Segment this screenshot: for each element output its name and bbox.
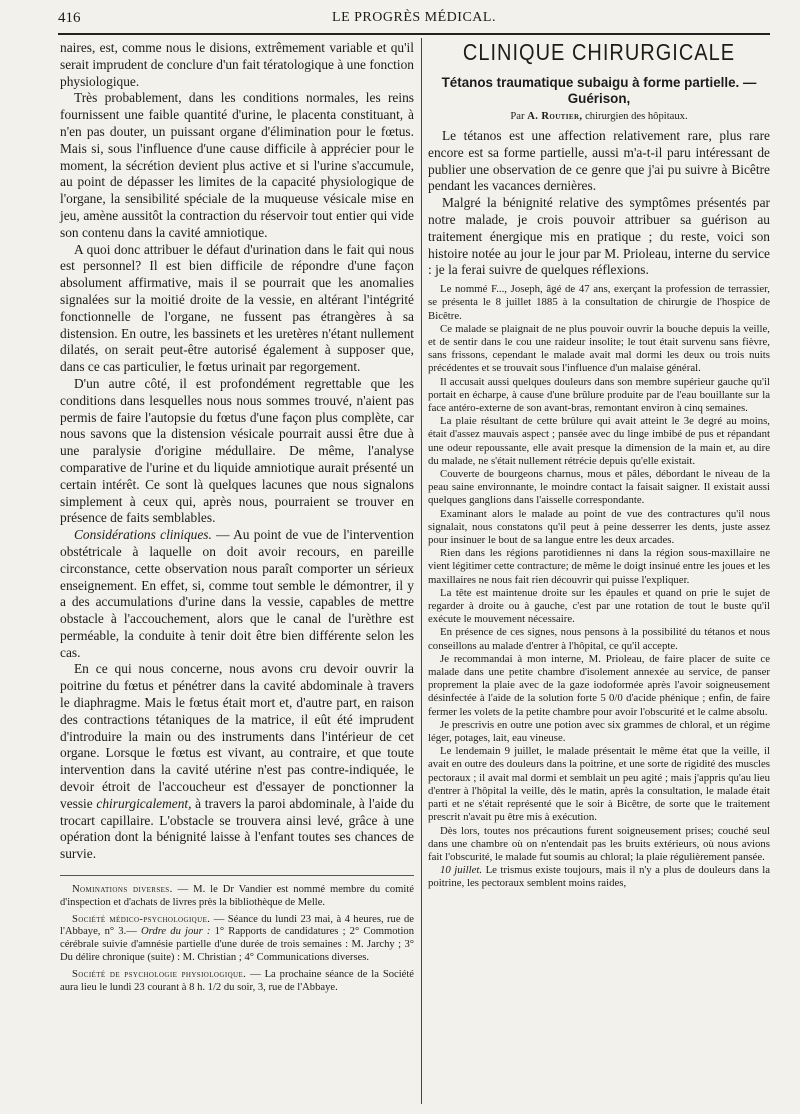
paragraph: A quoi donc attribuer le défaut d'urination dans le fait qui nous est personnel? Il est bien difficile de répondre d'une façon absolument affirmative, mais il se pourrait que les anomalies signalées sur la moitié droite de la vessie, en altérant l'intégrité fonctionnelle de l'organe, ne fussent pas étrangères à sa distension. En outre, les bassinets et les uretères n'étant nullement dilatés, on serait peut-être autorisé également à supposer que, dans ce cas particulier, le fœtus urinait par regorgement. (60, 241, 414, 375)
byline-prefix: Par (510, 111, 525, 122)
note-heading: Société de psychologie physiologique. (72, 968, 247, 980)
case-paragraph: Je recommandai à mon interne, M. Prioleau, de faire placer de suite ce malade dans une petite chambre d'isolement annexée au service, de panser proprement la plaie avec de la gaze iodoformée après l'avoir soigneusement désinfectée à l'aide de la solution forte 5 0/0 d'acide phénique ; enfin, de faire fermer les volets de la petite chambre pour avoir l'obscurité et le calme absolu. (428, 652, 770, 718)
paragraph: Très probablement, dans les conditions normales, les reins fournissent une faible quantité d'urine, le placenta constituant, à n'en pas douter, un puissant organe d'élimination pour le fœtus. Mais si, sous l'influence d'une cause difficile à apprécier pour le moment, la sécrétion devient plus active et si l'urine s'accumule, au point de dépasser les limites de la capacité physiologique de l'organe, la sensibilité spéciale de la muqueuse vésicale mise en jeu, amène aussitôt la contraction du réservoir tout entier qui vide son contenu dans la cavité amniotique. (60, 90, 414, 240)
section-title: CLINIQUE CHIRURGICALE (462, 40, 736, 66)
intro-body (428, 128, 770, 279)
left-column (60, 40, 414, 998)
paragraph: D'un autre côté, il est profondément regrettable que les conditions dans lesquelles nous nous sommes trouvé, n'aient pas permis de faire l'autopsie du fœtus d'une façon plus complète, car nous savons que la distension vésicale pourrait aussi être due à une paralysie d'origine médullaire. De même, l'analyse comparative de l'urine et du liquide amniotique aurait présenté un certain intérêt. Ce sont là quelques lacunes que nous signalons simplement à ceux qui, après nous, pourraient se trouver en présence de faits semblables. (60, 375, 414, 526)
byline (428, 111, 770, 122)
case-paragraph: Je prescrivis en outre une potion avec six grammes de chloral, et un régime léger, potages, lait, eau vineuse. (428, 718, 770, 745)
emphasis: chirurgicalement, (96, 795, 192, 811)
note-heading: Nominations diverses. (72, 884, 173, 896)
case-paragraph: Le nommé F..., Joseph, âgé de 47 ans, exerçant la profession de terrassier, se présenta le 8 juillet 1885 à la consultation de chirurgie de l'hospice de Bicêtre. (428, 283, 770, 322)
case-paragraph: La plaie résultant de cette brûlure qui avait atteint le 3e degré au moins, était d'assez mauvais aspect ; pansée avec du linge imbibé de pus et répandant une odeur repoussante, elle avait presque la dimension de la main et, au dire du malade, ne s'était nullement rétrécie depuis qu'elle existait. (428, 415, 770, 467)
case-text: Le trismus existe toujours, mais il n'y a plus de douleurs dans la poitrine, les pectoraux semblent moins raides, (428, 864, 771, 890)
case-paragraph: Il accusait aussi quelques douleurs dans son membre supérieur gauche qu'il portait en écharpe, à cause d'une brûlure produite par de l'eau bouillante sur la face antéro-externe de son avant-bras, remontant environ à cinq semaines. (428, 375, 770, 414)
paragraph: naires, est, comme nous le disions, extrêmement variable et qu'il serait imprudent de conclure d'un fait tératologique à une fonction physiologique. (60, 40, 414, 89)
paragraph: Malgré la bénignité relative des symptômes présentés par notre malade, je crois pouvoir attribuer sa guérison au traitement énergique mis en pratique ; du reste, voici son histoire notée au jour le jour par M. Prioleau, interne du service : je la ferai suivre de quelques réflexions. (428, 195, 770, 278)
case-paragraph: Le lendemain 9 juillet, le malade présentait le même état que la veille, il avait en outre des douleurs dans la poitrine, et une sorte de rigidité des muscles pectoraux ; il avait mal dormi et semblait un peu agité ; mais j'appris qu'au lieu d'entrer à l'hôpital la veille, dès le matin, après la consultation, le malade était parti et ne s'était représenté que le soir à Bicêtre, de sorte que le traitement prescrit n'avait pu être mis à exécution. (428, 745, 770, 824)
considerations-text: — Au point de vue de l'intervention obstétricale à laquelle on doit avoir recours, en pareille circonstance, cette observation nous paraît comporter un sérieux enseignement. En effet, si, comme tout semble le démontrer, il y a des accumulations d'urine dans la vessie, capables de mettre obstacle à l'accouchement, alors que le canal de l'urèthre est perméable, la conduite à tenir doit être bien différente selon les cas. (60, 527, 414, 660)
paragraph-text: à travers la paroi abdominale, à l'aide du trocart capillaire. L'obstacle se trouvera ainsi levé, grâce à une opération dont la bénignité laisse à l'enfant toutes ses chances de survie. (60, 795, 414, 862)
running-title: LE PROGRÈS MÉDICAL. (332, 10, 496, 25)
note-text: — M. le Dr Vandier est nommé membre du comité d'inspection et d'achats de livres près la bibliothèque de Melle. (60, 884, 415, 908)
case-paragraph: Examinant alors le malade au point de vue des contractures qu'il nous signalait, nous constatons qu'il peut à peine desserrer les dents, juste assez pour insinuer le bout de sa langue entre les deux arcades. (428, 507, 770, 547)
left-body (60, 40, 414, 863)
note-text: — La prochaine séance de la Société aura lieu le lundi 23 courant à 8 h. 1/2 du soir, 3, rue de l'Abbaye. (60, 968, 415, 993)
note (60, 914, 414, 965)
byline-author: A. Routier, (527, 111, 583, 122)
case-paragraph: Rien dans les régions parotidiennes ni dans la région sous-maxillaire ne vient légitimer cette contracture; de même le doigt insinué entre les joues et les maxillaires ne nous fait rien découvrir qui puisse l'expliquer. (428, 547, 770, 586)
page-number: 416 (58, 10, 81, 26)
note-heading: Société médico-psychologique. (72, 913, 211, 925)
notes-block (60, 884, 414, 994)
case-paragraph (428, 864, 770, 890)
date-label: 10 juillet. (440, 864, 483, 877)
case-paragraph: Dès lors, toutes nos précautions furent soigneusement prises; couché seul dans une chambre où on n'entendait pas les bruits extérieurs, où nous avions fait l'obscurité, le malade fut soumis au chloral; la plaie régulièrement pansée. (428, 824, 770, 863)
paragraph (60, 661, 414, 863)
header-rule (58, 33, 770, 35)
paragraph-text: En ce qui nous concerne, nous avons cru devoir ouvrir la poitrine du fœtus et pénétrer dans la cavité abdominale à travers le diaphragme. Mais le fœtus était mort et, d'autre part, en raison des contractions tétaniques de la matrice, il eût été imprudent d'introduire la main ou des instruments dans l'intérieur de cet organe. Lorsque le fœtus est vivant, au contraire, et que toute intervention dans la cavité utérine n'est pas contre-indiquée, le devoir étroit de l'accoucheur est d'essayer de ponctionner la vessie (60, 661, 414, 811)
paragraph: Le tétanos est une affection relativement rare, plus rare encore est sa forme partielle, aussi m'a-t-il paru intéressant de publier une observation de ce genre que j'ai pu suivre à Bicêtre pendant les vacances dernières. (428, 128, 770, 194)
paragraph (60, 527, 414, 661)
byline-suffix: chirurgien des hôpitaux. (585, 111, 688, 122)
case-paragraph: En présence de ces signes, nous pensons à la possibilité du tétanos et nous conseillons au malade d'entrer à l'hôpital, ce qu'il accepte. (428, 626, 770, 652)
column-divider (421, 38, 422, 1104)
case-paragraph: La tête est maintenue droite sur les épaules et quand on prie le sujet de regarder à droite ou à gauche, c'est par une rotation de tout le buste qu'il exécute le mouvement nécessaire. (428, 586, 770, 626)
case-report (428, 283, 770, 890)
note (60, 969, 414, 995)
article-title: Tétanos traumatique subaigu à forme partielle. — Guérison, (441, 75, 757, 106)
case-paragraph: Ce malade se plaignait de ne plus pouvoir ouvrir la bouche depuis la veille, et de sentir dans le cou une raideur insolite; le tout était survenu sans fièvre, sans frissons, cependant le malade avait mal dormi les deux ou trois nuits précédentes et se trouvait sous l'influence d'un malaise général. (428, 322, 770, 375)
case-paragraph: Couverte de bourgeons charnus, mous et pâles, débordant le niveau de la peau saine environnante, le moindre contact la faisait saigner. Il existait aussi quelques ganglions dans l'aisselle correspondante. (428, 468, 770, 507)
note-text: 1° Rapports de candidatures ; 2° Commotion cérébrale suivie d'amnésie partielle d'une durée de trois semaines : M. Jarchy ; 3° Du délire chronique (suite) : M. Christian ; 4° Communications diverses. (60, 926, 414, 964)
note-emphasis: Ordre du jour : (141, 926, 211, 938)
page-header (58, 8, 770, 30)
note-text: — Séance du lundi 23 mai, à 4 heures, rue de l'Abbaye, n° 3.— (60, 913, 414, 938)
right-column (428, 40, 770, 891)
note (60, 884, 414, 910)
notes-divider (60, 875, 414, 876)
considerations-label: Considérations cliniques. (74, 527, 212, 543)
